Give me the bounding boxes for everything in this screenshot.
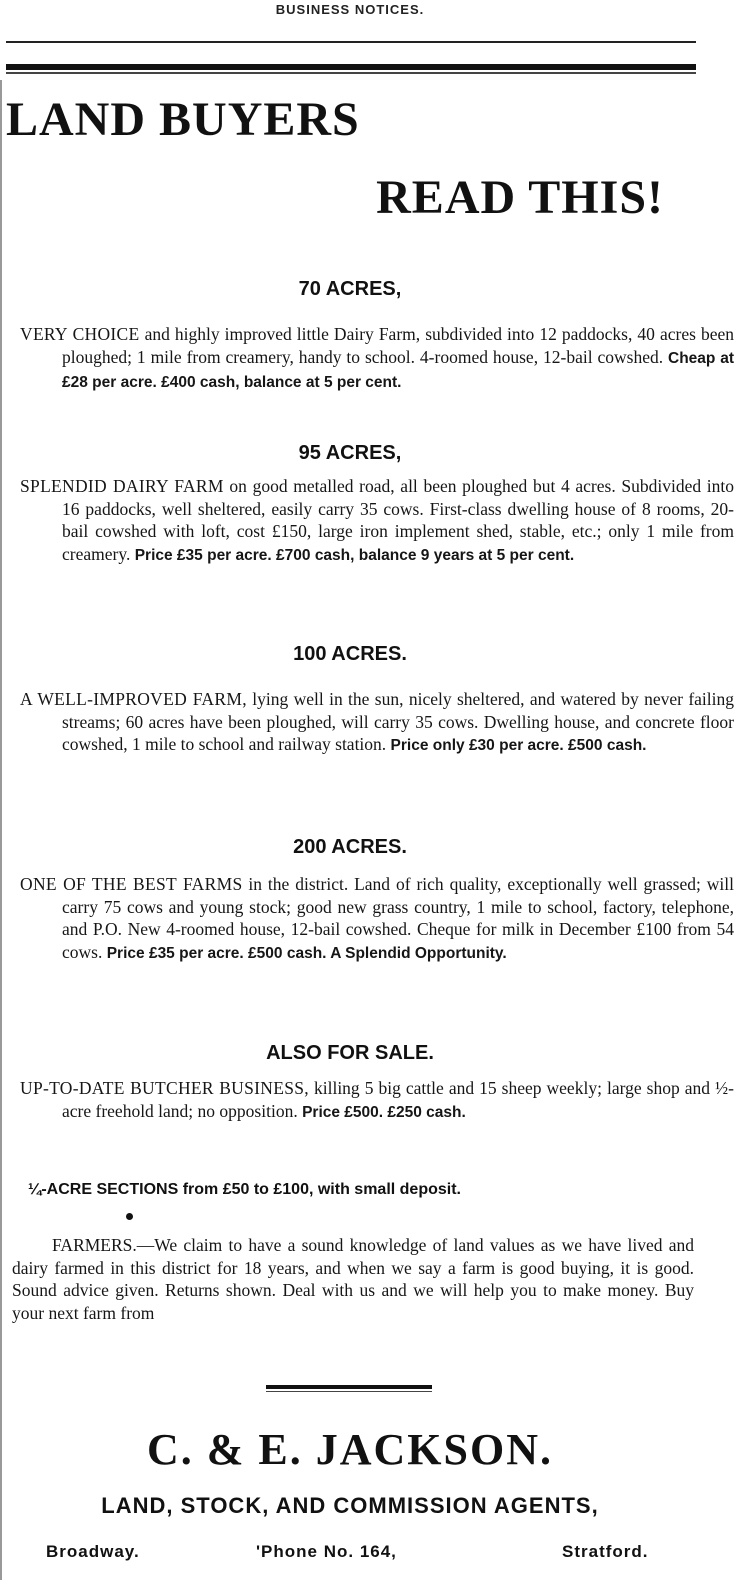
listing-text — [20, 475, 734, 567]
listing-lead: A WELL-IMPROVED FARM, — [20, 689, 247, 709]
listing-heading: 200 ACRES. — [293, 836, 407, 858]
listing-text — [20, 323, 734, 395]
firm-description: LAND, STOCK, AND COMMISSION AGENTS, — [101, 1493, 599, 1518]
listing-description: killing 5 big cattle and 15 sheep weekly; large shop and ½-acre freehold land; no opposition. — [62, 1078, 734, 1121]
listing-price: Price £35 per acre. £500 cash. A Splendid Opportunity. — [106, 944, 507, 962]
listing-price: Price only £30 per acre. £500 cash. — [390, 737, 647, 754]
column-edge — [0, 80, 2, 1580]
phone-number: 'Phone No. 164, — [256, 1542, 397, 1561]
listing-heading: ALSO FOR SALE. — [266, 1042, 434, 1064]
section-header: BUSINESS NOTICES. — [275, 2, 425, 17]
sections-offer: ¼-ACRE SECTIONS from £50 to £100, with small deposit. — [28, 1181, 461, 1198]
listing-heading: 100 ACRES. — [293, 643, 407, 665]
separator-rule-thin — [266, 1391, 432, 1392]
listing-description: lying well in the sun, nicely sheltered, and watered by never failing streams; 60 acres have been ploughed, will carry 35 cows. Dwelling house, and concrete floor cowshed, 1 mile to school and railway station. — [62, 689, 734, 754]
listing-description: in the district. Land of rich quality, exceptionally well grassed; will carry 75 cows and young stock; good new grass country, 1 mile to school, factory, telephone, and P.O. New 4-roomed house, 12-bail cowshed. Cheque for milk in December £100 from 54 cows. — [62, 874, 734, 962]
listing-lead: SPLENDID DAIRY FARM — [20, 476, 224, 496]
listing-text — [20, 688, 734, 758]
listing-text — [20, 1077, 734, 1124]
header-rule — [6, 41, 696, 43]
listing-lead: VERY CHOICE — [20, 324, 140, 344]
listing-heading: 95 ACRES, — [298, 442, 402, 464]
bullet-dot — [126, 1213, 133, 1220]
address-town: Stratford. — [562, 1542, 649, 1561]
address-street: Broadway. — [46, 1542, 140, 1561]
listing-description: on good metalled road, all been ploughed but 4 acres. Subdivided into 16 paddocks, well sheltered, easily carry 35 cows. First-class dwelling house of 8 rooms, 20-bail cowshed with loft, cost £150, large iron implement shed, stable, etc.; only 1 mile from creamery. — [62, 476, 734, 564]
headline-read-this: READ THIS! — [376, 171, 664, 224]
separator-rule — [266, 1385, 432, 1389]
listing-price: Cheap at £28 per acre. £400 cash, balance at 5 per cent. — [62, 349, 734, 391]
listing-description: and highly improved little Dairy Farm, subdivided into 12 paddocks, 40 acres been ploughed; 1 mile from creamery, handy to school. 4-roomed house, 12-bail cowshed. — [62, 324, 734, 367]
listing-lead: UP-TO-DATE BUTCHER BUSINESS, — [20, 1078, 309, 1098]
listing-price: Price £35 per acre. £700 cash, balance 9 years at 5 per cent. — [134, 546, 575, 564]
listing-text — [20, 873, 734, 965]
firm-name: C. & E. JACKSON. — [146, 1425, 554, 1474]
listing-lead: ONE OF THE BEST FARMS — [20, 874, 243, 894]
top-border-rule-secondary — [6, 72, 696, 74]
headline-land-buyers: LAND BUYERS — [6, 93, 360, 146]
listing-heading: 70 ACRES, — [298, 278, 402, 300]
listing-price: Price £500. £250 cash. — [302, 1103, 466, 1121]
farmers-notice: FARMERS.—We claim to have a sound knowledge of land values as we have lived and dairy farmed in this district for 18 years, and when we say a farm is good buying, it is good. Sound advice given. Returns shown. Deal with us and we will help you to make money. Buy your next farm from — [12, 1235, 694, 1323]
top-border-rule — [6, 64, 696, 70]
